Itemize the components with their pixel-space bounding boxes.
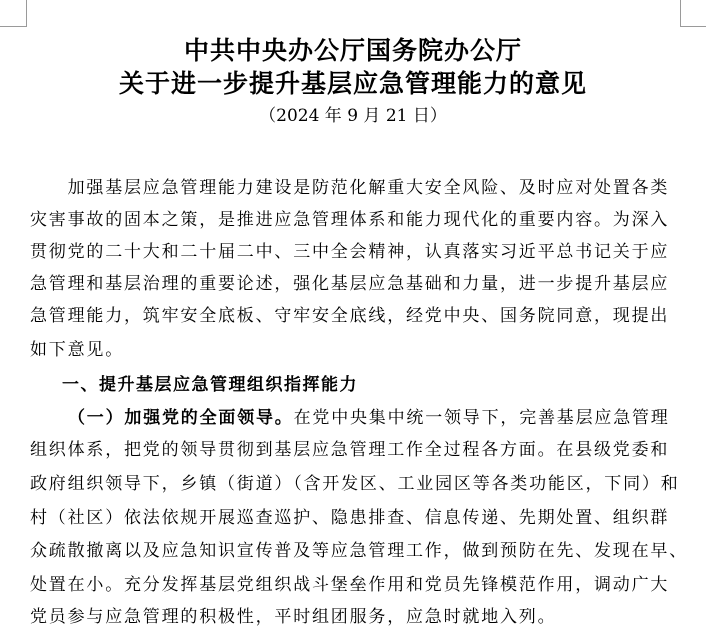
- subsection-paragraph-line: 组织体系，把党的领导贯彻到基层应急管理工作全过程各方面。在县级党委和: [30, 440, 670, 460]
- intro-paragraph-line: 加强基层应急管理能力建设是防范化解重大安全风险、及时应对处置各类: [30, 178, 670, 198]
- subsection-paragraph-line: 党员参与应急管理的积极性，平时组团服务，应急时就地入列。: [30, 607, 557, 627]
- intro-paragraph-line: 贯彻党的二十大和二十届二中、三中全会精神，认真落实习近平总书记关于应: [30, 242, 670, 262]
- intro-paragraph-line: 灾害事故的固本之策，是推进应急管理体系和能力现代化的重要内容。为深入: [30, 210, 670, 230]
- document-title-line-1: 中共中央办公厅国务院办公厅: [183, 36, 522, 65]
- section-heading: 一、提升基层应急管理组织指挥能力: [62, 375, 358, 395]
- subsection-first-line: [30, 408, 680, 429]
- subsection-paragraph-line: 众疏散撤离以及应急知识宣传普及等应急管理工作，做到预防在先、发现在早、: [30, 541, 688, 561]
- subsection-paragraph-line: 政府组织领导下，乡镇（街道）（含开发区、工业园区等各类功能区，下同）和: [30, 474, 680, 494]
- crop-mark-top-right: [680, 0, 706, 27]
- document-title-line-2: 关于进一步提升基层应急管理能力的意见: [118, 69, 587, 98]
- intro-paragraph-line: 如下意见。: [30, 340, 124, 360]
- crop-mark-top-left: [0, 0, 27, 27]
- subsection-first-line-text: 在党中央集中统一领导下，完善基层应急管理: [293, 408, 670, 428]
- subsection-paragraph-line: 处置在小。充分发挥基层党组织战斗堡垒作用和党员先锋模范作用，调动广大: [30, 575, 670, 595]
- subsection-paragraph-line: 村（社区）依法依规开展巡查巡护、隐患排查、信息传递、先期处置、组织群: [30, 508, 670, 528]
- subsection-lead: （一）加强党的全面领导。: [68, 408, 294, 428]
- intro-paragraph-line: 急管理能力，筑牢安全底板、守牢安全底线，经党中央、国务院同意，现提出: [30, 306, 670, 326]
- intro-paragraph-line: 急管理和基层治理的重要论述，强化基层应急基础和力量，进一步提升基层应: [30, 274, 670, 294]
- document-date: （2024 年 9 月 21 日）: [259, 106, 447, 126]
